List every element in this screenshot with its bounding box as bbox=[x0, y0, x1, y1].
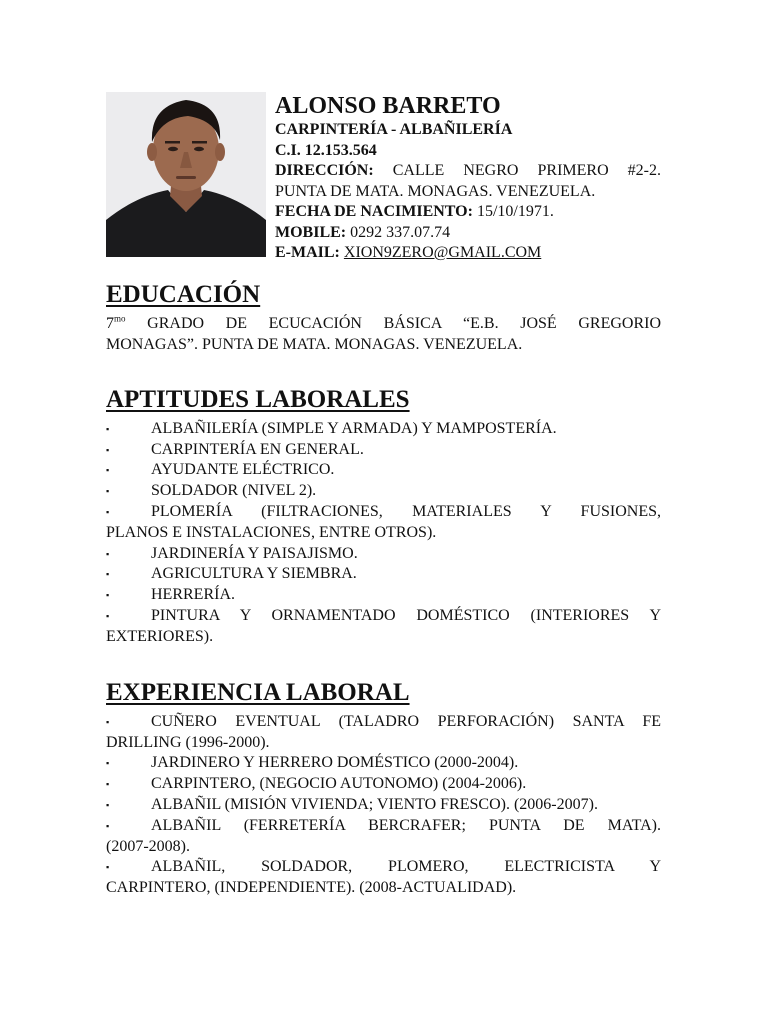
education-section bbox=[106, 281, 662, 355]
list-item: ▪ SOLDADOR (NIVEL 2). bbox=[106, 481, 661, 502]
list-item: ▪ CARPINTERÍA EN GENERAL. bbox=[106, 440, 661, 461]
bullet-icon: ▪ bbox=[106, 716, 110, 727]
skills-list bbox=[106, 419, 661, 648]
education-line-1-text: GRADO DE ECUCACIÓN BÁSICA “E.B. JOSÉ GREGORIO bbox=[147, 314, 662, 332]
list-item: ▪ AYUDANTE ELÉCTRICO. bbox=[106, 460, 661, 481]
email-link[interactable]: XION9ZERO@GMAIL.COM bbox=[343, 244, 542, 261]
address-value: CALLE NEGRO PRIMERO #2-2. bbox=[392, 162, 662, 179]
list-item: ▪ ALBAÑIL (MISIÓN VIVIENDA; VIENTO FRESCO). (2006-2007). bbox=[106, 795, 661, 816]
bullet-icon: ▪ bbox=[106, 548, 110, 559]
list-item: ▪ ALBAÑILERÍA (SIMPLE Y ARMADA) Y MAMPOSTERÍA. bbox=[106, 419, 661, 440]
bullet-icon: ▪ bbox=[106, 610, 110, 621]
candidate-name: ALONSO BARRETO bbox=[275, 93, 501, 119]
email-label: E-MAIL: bbox=[275, 244, 340, 261]
experience-list bbox=[106, 712, 661, 899]
education-heading: EDUCACIÓN bbox=[106, 281, 261, 308]
mobile-line bbox=[275, 223, 661, 244]
bullet-icon: ▪ bbox=[106, 799, 110, 810]
bullet-icon: ▪ bbox=[106, 758, 110, 769]
birth-value: 15/10/1971. bbox=[476, 203, 554, 220]
bullet-icon: ▪ bbox=[106, 444, 110, 455]
list-item: ▪ JARDINERO Y HERRERO DOMÉSTICO (2000-2004). bbox=[106, 753, 661, 774]
email-line bbox=[275, 243, 661, 264]
list-item: ▪ HERRERÍA. bbox=[106, 585, 661, 606]
education-line-1 bbox=[106, 314, 661, 335]
bullet-icon: ▪ bbox=[106, 820, 110, 831]
bullet-icon: ▪ bbox=[106, 569, 110, 580]
contact-block bbox=[275, 92, 661, 264]
mobile-label: MOBILE: bbox=[275, 223, 347, 241]
education-text bbox=[106, 314, 661, 356]
birth-date-line bbox=[275, 202, 661, 223]
bullet-icon: ▪ bbox=[106, 423, 110, 434]
education-line-2: MONAGAS”. PUNTA DE MATA. MONAGAS. VENEZUELA. bbox=[106, 335, 523, 353]
birth-label: FECHA DE NACIMIENTO: bbox=[275, 203, 473, 220]
experience-heading: EXPERIENCIA LABORAL bbox=[106, 679, 410, 706]
bullet-icon: ▪ bbox=[106, 862, 110, 873]
list-item: ▪ ALBAÑIL (FERRETERÍA BERCRAFER; PUNTA DE MATA). (2007-2008). bbox=[106, 816, 661, 855]
experience-section bbox=[106, 679, 661, 899]
list-item: ▪ CARPINTERO, (NEGOCIO AUTONOMO) (2004-2006). bbox=[106, 774, 661, 795]
bullet-icon: ▪ bbox=[106, 486, 110, 497]
bullet-icon: ▪ bbox=[106, 590, 110, 601]
skills-section bbox=[106, 386, 661, 648]
mobile-value: 0292 337.07.74 bbox=[350, 223, 451, 241]
bullet-icon: ▪ bbox=[106, 465, 110, 476]
skills-heading: APTITUDES LABORALES bbox=[106, 386, 410, 413]
list-item: ▪ ALBAÑIL, SOLDADOR, PLOMERO, ELECTRICISTA Y CARPINTERO, (INDEPENDIENTE). (2008-ACTUALIDAD). bbox=[106, 858, 661, 897]
list-item: ▪ CUÑERO EVENTUAL (TALADRO PERFORACIÓN) SANTA FE DRILLING (1996-2000). bbox=[106, 712, 661, 751]
address-line-1 bbox=[275, 161, 661, 182]
list-item: ▪ AGRICULTURA Y SIEMBRA. bbox=[106, 564, 661, 585]
list-item: ▪ PLOMERÍA (FILTRACIONES, MATERIALES Y FUSIONES, PLANOS E INSTALACIONES, ENTRE OTROS). bbox=[106, 502, 661, 541]
address-label: DIRECCIÓN: bbox=[275, 162, 374, 179]
id-number: C.I. 12.153.564 bbox=[275, 141, 377, 159]
list-item: ▪ JARDINERÍA Y PAISAJISMO. bbox=[106, 544, 661, 565]
address-line-2: PUNTA DE MATA. MONAGAS. VENEZUELA. bbox=[275, 182, 596, 200]
bullet-icon: ▪ bbox=[106, 506, 110, 517]
bullet-icon: ▪ bbox=[106, 779, 110, 790]
profile-photo bbox=[106, 92, 266, 257]
grade-suffix: mo bbox=[114, 313, 126, 324]
grade-number: 7 bbox=[106, 314, 114, 332]
profession: CARPINTERÍA - ALBAÑILERÍA bbox=[275, 121, 513, 138]
list-item: ▪ PINTURA Y ORNAMENTADO DOMÉSTICO (INTERIORES Y EXTERIORES). bbox=[106, 606, 661, 645]
